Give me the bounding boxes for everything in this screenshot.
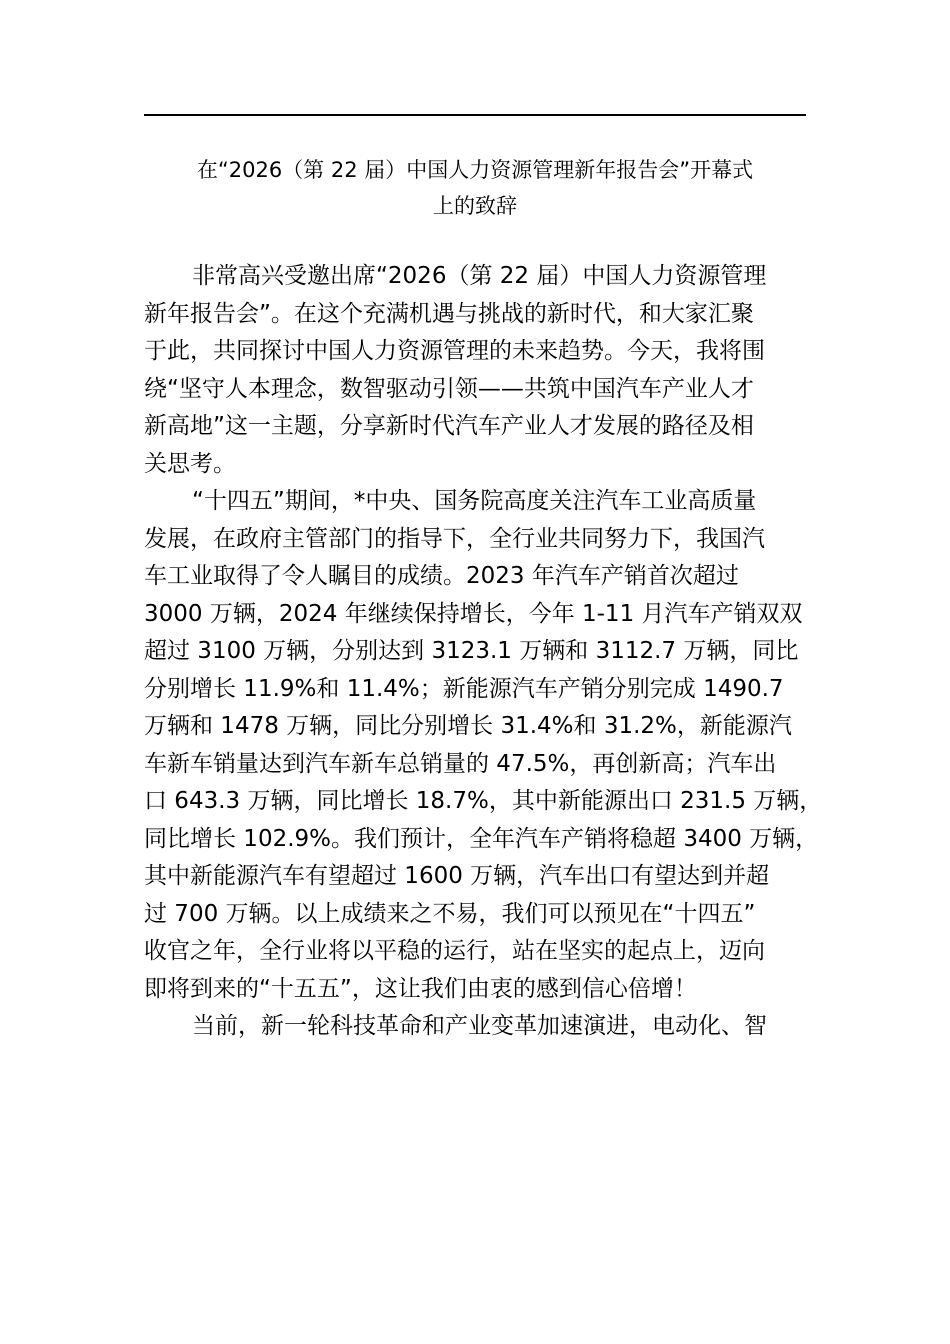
text-line: 其中新能源汽车有望超过 1600 万辆，汽车出口有望达到并超 — [144, 863, 770, 889]
text-line: 口 643.3 万辆，同比增长 18.7%，其中新能源出口 231.5 万辆， — [144, 788, 823, 814]
text-line: 于此，共同探讨中国人力资源管理的未来趋势。今天，我将围 — [144, 338, 765, 364]
text-line: 即将到来的“十五五”，这让我们由衷的感到信心倍增！ — [144, 975, 697, 1002]
text-line: 绕“坚守人本理念，数智驱动引领——共筑中国汽车产业人才 — [144, 375, 754, 402]
paragraph-1 — [144, 258, 808, 483]
document-body — [144, 258, 823, 1046]
text-line: 车工业取得了令人瞩目的成绩。2023 年汽车产销首次超过 — [144, 563, 739, 589]
header-rule — [144, 114, 806, 116]
text-line: 万辆和 1478 万辆，同比分别增长 31.4%和 31.2%，新能源汽 — [144, 713, 792, 739]
text-line: 同比增长 102.9%。我们预计，全年汽车产销将稳超 3400 万辆， — [144, 825, 819, 852]
document-title — [144, 152, 806, 224]
text-line: 分别增长 11.9%和 11.4%；新能源汽车产销分别完成 1490.7 — [144, 675, 784, 702]
paragraph-2 — [144, 483, 823, 1008]
text-line: 非常高兴受邀出席“2026（第 22 届）中国人力资源管理 — [192, 263, 767, 289]
text-line: 新年报告会”。在这个充满机遇与挑战的新时代，和大家汇聚 — [144, 300, 754, 327]
text-line: “十四五”期间，*中央、国务院高度关注汽车工业高质量 — [192, 488, 757, 514]
title-line: 在“2026（第 22 届）中国人力资源管理新年报告会”开幕式 — [196, 158, 754, 182]
title-line: 上的致辞 — [433, 194, 517, 218]
text-line: 车新车销量达到汽车新车总销量的 47.5%，再创新高；汽车出 — [144, 750, 777, 777]
text-line: 超过 3100 万辆，分别达到 3123.1 万辆和 3112.7 万辆，同比 — [144, 638, 799, 664]
text-line: 新高地”这一主题，分享新时代汽车产业人才发展的路径及相 — [144, 413, 754, 439]
text-line: 3000 万辆，2024 年继续保持增长，今年 1-11 月汽车产销双双 — [144, 600, 803, 627]
text-line: 发展，在政府主管部门的指导下，全行业共同努力下，我国汽 — [144, 525, 765, 552]
paragraph-3 — [144, 1008, 808, 1046]
text-line: 关思考。 — [144, 450, 236, 477]
text-line: 当前，新一轮科技革命和产业变革加速演进，电动化、智 — [192, 1013, 767, 1039]
text-line: 过 700 万辆。以上成绩来之不易，我们可以预见在“十四五” — [144, 900, 756, 927]
text-line: 收官之年，全行业将以平稳的运行，站在坚实的起点上，迈向 — [144, 938, 765, 964]
